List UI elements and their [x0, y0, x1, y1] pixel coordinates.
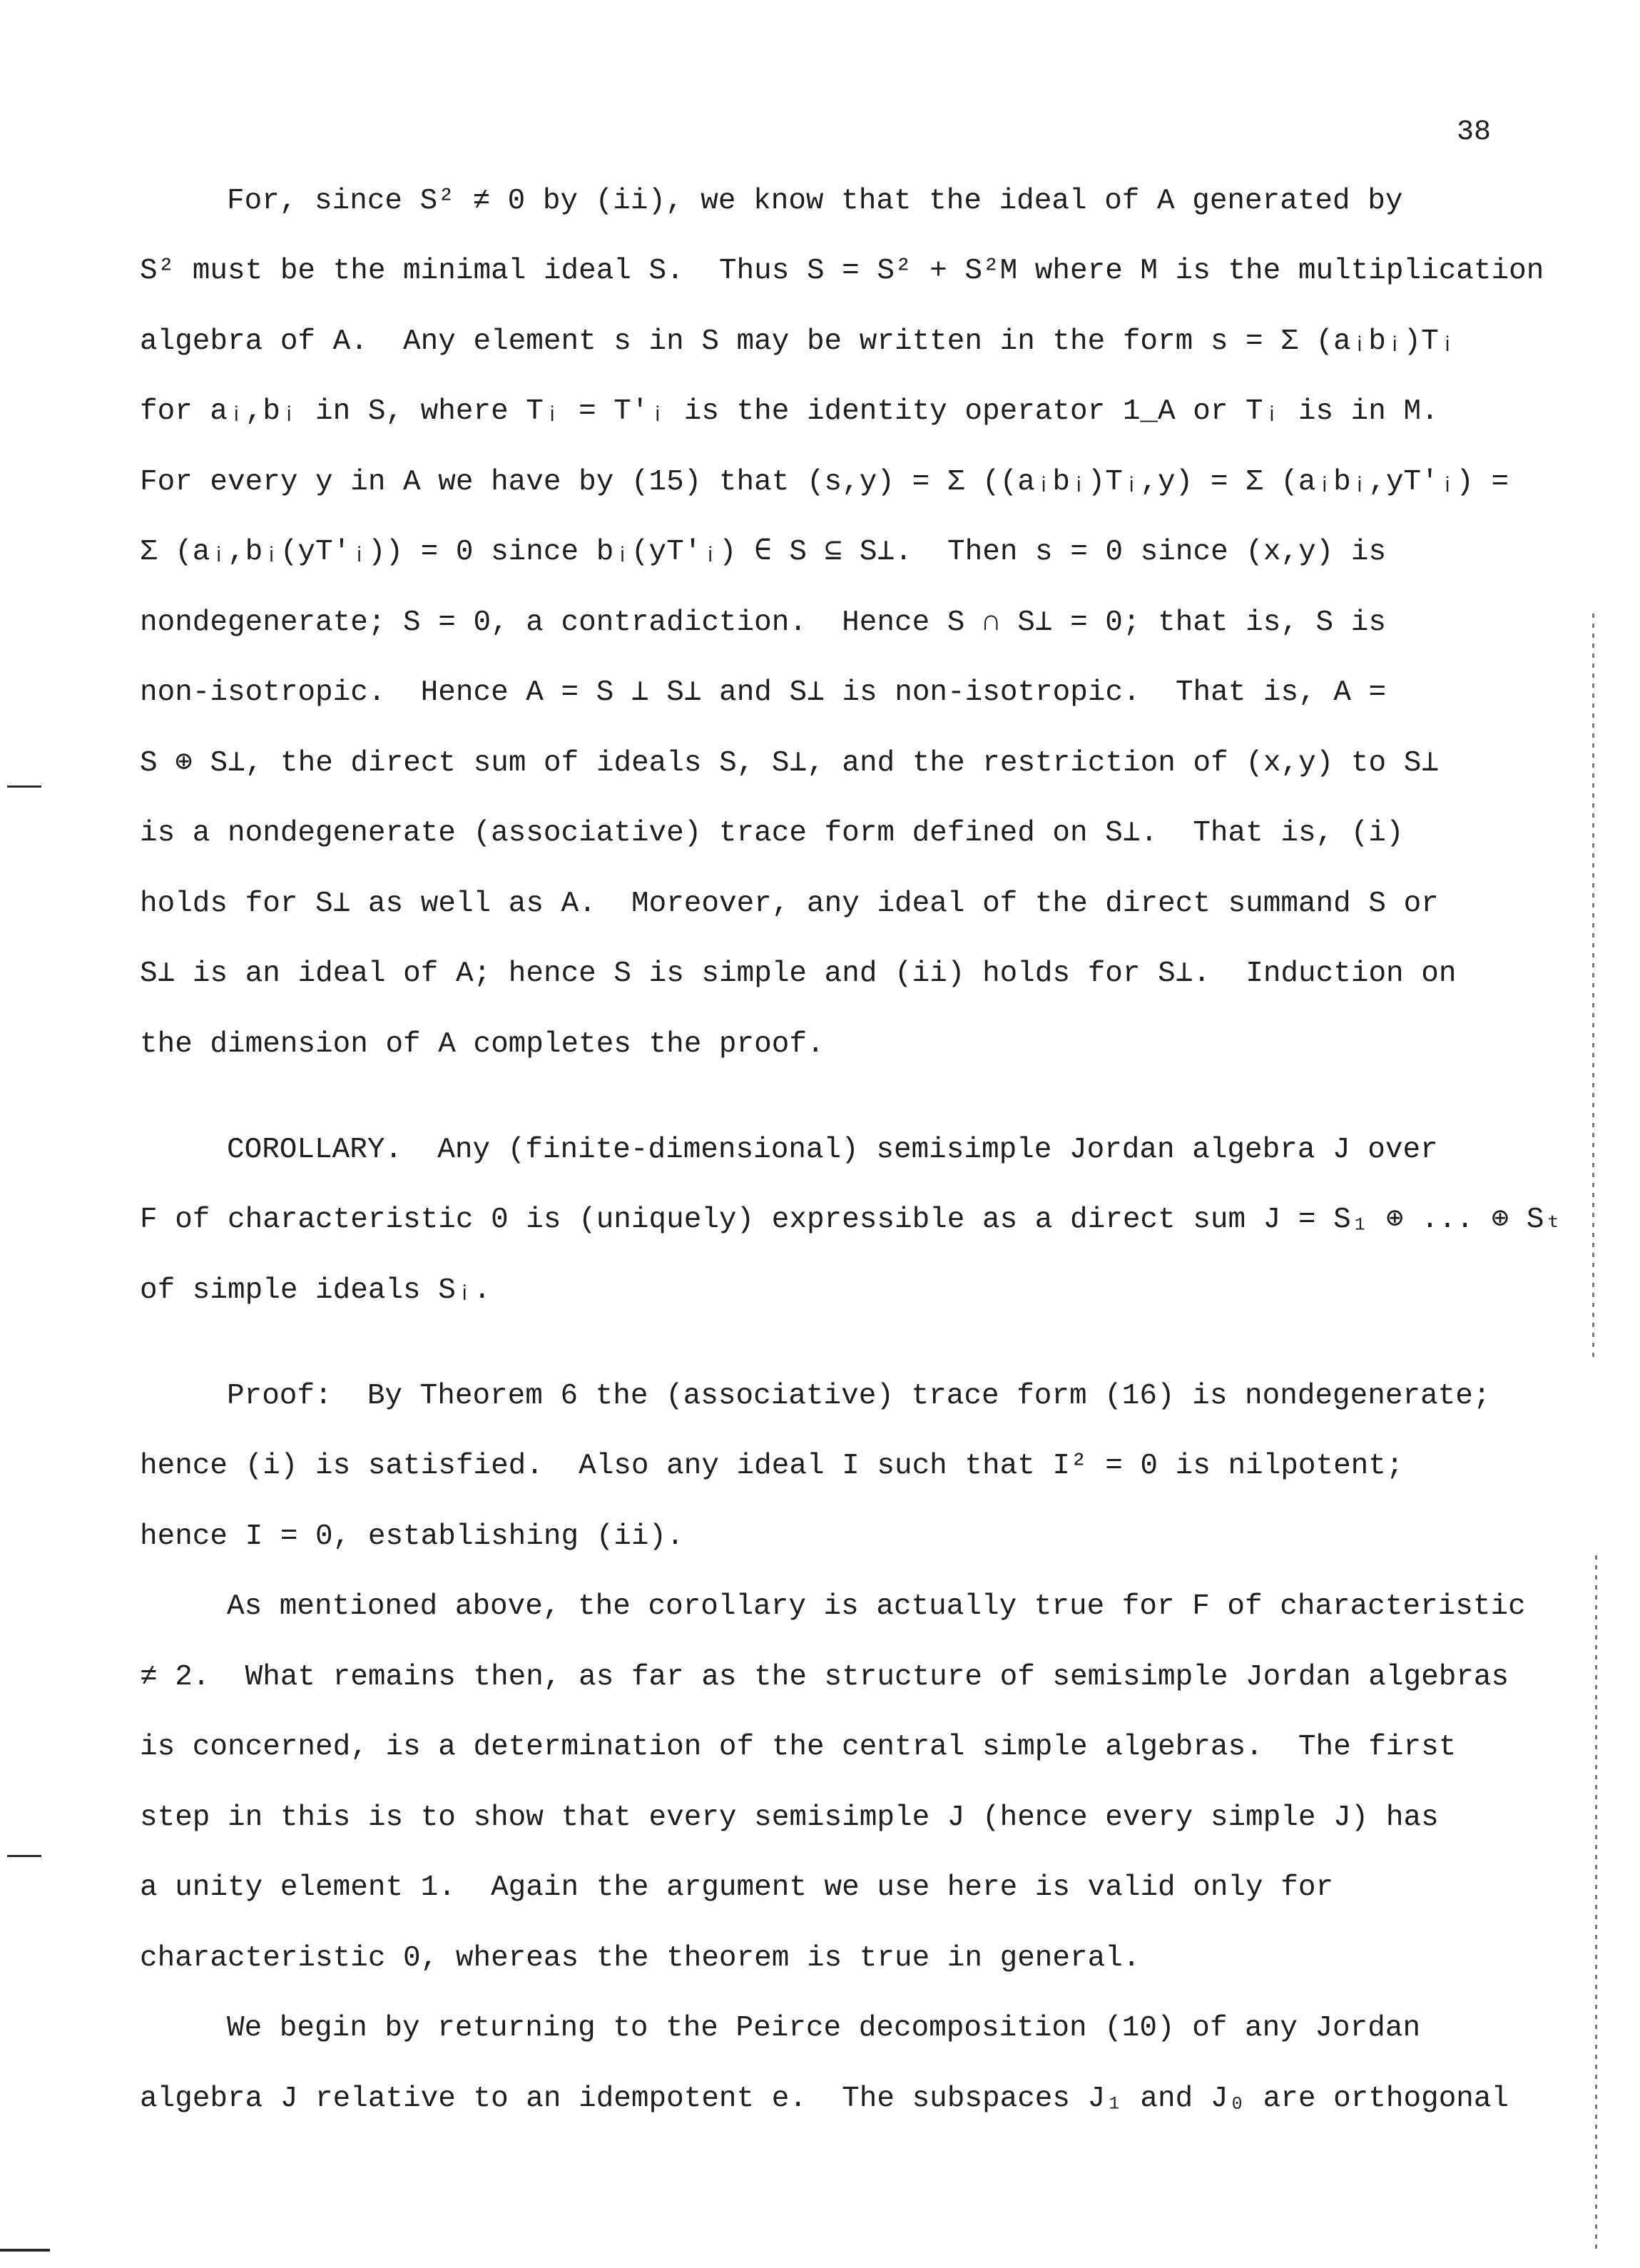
- text-line: hence I = 0, establishing (ii).: [140, 1520, 684, 1553]
- text-line: for aᵢ,bᵢ in S, where Tᵢ = T′ᵢ is the identity operator 1_A or Tᵢ is in M.: [140, 395, 1439, 428]
- text-line: nondegenerate; S = 0, a contradiction. Hence S ∩ S⊥ = 0; that is, S is: [140, 606, 1386, 639]
- text-line: F of characteristic 0 is (uniquely) expressible as a direct sum J = S₁ ⊕ ... ⊕ Sₜ: [140, 1204, 1562, 1236]
- scan-edge: [1592, 614, 1594, 1363]
- text-line: holds for S⊥ as well as A. Moreover, any ideal of the direct summand S or: [140, 888, 1439, 920]
- text-line: is concerned, is a determination of the central simple algebras. The first: [140, 1731, 1457, 1764]
- text-line: algebra of A. Any element s in S may be written in the form s = Σ (aᵢbᵢ)Tᵢ: [140, 325, 1457, 358]
- corollary-heading-line: COROLLARY. Any (finite-dimensional) semisimple Jordan algebra J over: [227, 1134, 1438, 1166]
- scan-edge: [1595, 1555, 1597, 2254]
- text-line: We begin by returning to the Peirce decomposition (10) of any Jordan: [227, 2012, 1421, 2045]
- text-line: Σ (aᵢ,bᵢ(yT′ᵢ)) = 0 since bᵢ(yT′ᵢ) ∈ S ⊆ S⊥. Then s = 0 since (x,y) is: [140, 536, 1387, 569]
- text-line: characteristic 0, whereas the theorem is true in general.: [140, 1942, 1141, 1975]
- text-line: As mentioned above, the corollary is actually true for F of characteristic: [227, 1590, 1526, 1623]
- text-line: S² must be the minimal ideal S. Thus S = S² + S²M where M is the multiplication: [140, 255, 1544, 288]
- margin-mark: [7, 1855, 41, 1857]
- text-line: non-isotropic. Hence A = S ⊥ S⊥ and S⊥ is non-isotropic. That is, A =: [140, 676, 1387, 709]
- text-line: ≠ 2. What remains then, as far as the structure of semisimple Jordan algebras: [140, 1661, 1509, 1694]
- text-line: hence (i) is satisfied. Also any ideal I such that I² = 0 is nilpotent;: [140, 1450, 1404, 1483]
- page-number: 38: [1457, 116, 1492, 148]
- text-line: of simple ideals Sᵢ.: [140, 1274, 492, 1307]
- text-line: a unity element 1. Again the argument we use here is valid only for: [140, 1871, 1334, 1904]
- text-line: step in this is to show that every semisimple J (hence every simple J) has: [140, 1801, 1439, 1834]
- text-line: S ⊕ S⊥, the direct sum of ideals S, S⊥, and the restriction of (x,y) to S⊥: [140, 747, 1440, 780]
- text-line: the dimension of A completes the proof.: [140, 1028, 825, 1061]
- text-line: S⊥ is an ideal of A; hence S is simple and (ii) holds for S⊥. Induction on: [140, 957, 1457, 990]
- margin-mark: [0, 2249, 50, 2252]
- text-line: is a nondegenerate (associative) trace form defined on S⊥. That is, (i): [140, 817, 1404, 850]
- text-line: For every y in A we have by (15) that (s,y) = Σ ((aᵢbᵢ)Tᵢ,y) = Σ (aᵢbᵢ,yT′ᵢ) =: [140, 466, 1509, 499]
- proof-line: Proof: By Theorem 6 the (associative) trace form (16) is nondegenerate;: [227, 1380, 1491, 1413]
- margin-mark: [7, 785, 41, 788]
- text-line: algebra J relative to an idempotent e. The subspaces J₁ and J₀ are orthogonal: [140, 2083, 1509, 2115]
- text-line: For, since S² ≠ 0 by (ii), we know that the ideal of A generated by: [227, 185, 1403, 218]
